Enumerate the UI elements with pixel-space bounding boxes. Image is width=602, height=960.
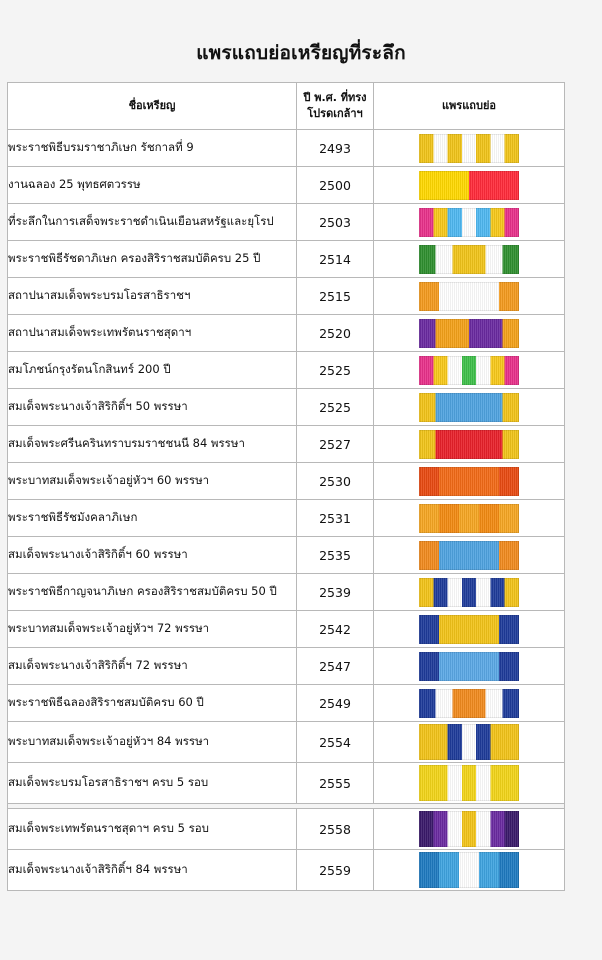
medal-name: พระบาทสมเด็จพระเจ้าอยู่หัวฯ 84 พรรษา [8, 722, 297, 763]
medal-name: งานฉลอง 25 พุทธศตวรรษ [8, 167, 297, 204]
table-row [8, 722, 565, 763]
medal-year: 2542 [297, 611, 374, 648]
medal-name: สถาปนาสมเด็จพระเทพรัตนราชสุดาฯ [8, 315, 297, 352]
medal-name: สมโภชน์กรุงรัตนโกสินทร์ 200 ปี [8, 352, 297, 389]
medal-name: สมเด็จพระศรีนครินทราบรมราชชนนี 84 พรรษา [8, 426, 297, 463]
ribbon-swatch [419, 652, 519, 681]
ribbon-cell [374, 850, 565, 891]
ribbon-cell [374, 278, 565, 315]
table-row [8, 809, 565, 850]
header-year-line2: โปรดเกล้าฯ [307, 107, 363, 120]
table-row [8, 611, 565, 648]
header-ribbon: แพรแถบย่อ [374, 83, 565, 130]
medal-year: 2525 [297, 389, 374, 426]
medal-name: ที่ระลึกในการเสด็จพระราชดำเนินเยือนสหรัฐและยุโรป [8, 204, 297, 241]
ribbon-swatch [419, 504, 519, 533]
table-row [8, 241, 565, 278]
table-row [8, 204, 565, 241]
table-row [8, 463, 565, 500]
medal-name: พระราชพิธีฉลองสิริราชสมบัติครบ 60 ปี [8, 685, 297, 722]
ribbon-swatch [419, 319, 519, 348]
header-year [297, 83, 374, 130]
medal-name: สมเด็จพระนางเจ้าสิริกิติ์ฯ 72 พรรษา [8, 648, 297, 685]
ribbon-cell [374, 574, 565, 611]
ribbon-cell [374, 241, 565, 278]
ribbon-swatch [419, 171, 519, 200]
ribbon-swatch [419, 282, 519, 311]
medal-rows [8, 130, 565, 891]
ribbon-swatch [419, 765, 519, 801]
table-row [8, 389, 565, 426]
ribbon-swatch [419, 811, 519, 847]
ribbon-cell [374, 763, 565, 804]
medal-name: พระราชพิธีกาญจนาภิเษก ครองสิริราชสมบัติครบ 50 ปี [8, 574, 297, 611]
ribbon-swatch [419, 245, 519, 274]
header-year-line1: ปี พ.ศ. ที่ทรง [303, 91, 367, 104]
medal-name: พระบาทสมเด็จพระเจ้าอยู่หัวฯ 60 พรรษา [8, 463, 297, 500]
ribbon-swatch [419, 134, 519, 163]
table-header-row [8, 83, 565, 130]
medal-year: 2535 [297, 537, 374, 574]
ribbon-swatch [419, 430, 519, 459]
medal-year: 2515 [297, 278, 374, 315]
medal-year: 2539 [297, 574, 374, 611]
ribbon-cell [374, 500, 565, 537]
medal-name: สมเด็จพระนางเจ้าสิริกิติ์ฯ 84 พรรษา [8, 850, 297, 891]
header-medal-name: ชื่อเหรียญ [8, 83, 297, 130]
ribbon-swatch [419, 541, 519, 570]
ribbon-cell [374, 389, 565, 426]
ribbon-cell [374, 648, 565, 685]
medal-year: 2500 [297, 167, 374, 204]
medal-name: พระราชพิธีรัชมังคลาภิเษก [8, 500, 297, 537]
medal-year: 2493 [297, 130, 374, 167]
table-row [8, 763, 565, 804]
ribbon-swatch [419, 689, 519, 718]
table-row [8, 315, 565, 352]
medal-year: 2531 [297, 500, 374, 537]
ribbon-cell [374, 352, 565, 389]
medal-year: 2530 [297, 463, 374, 500]
medal-name: สถาปนาสมเด็จพระบรมโอรสาธิราชฯ [8, 278, 297, 315]
ribbon-cell [374, 167, 565, 204]
medal-year: 2525 [297, 352, 374, 389]
table-row [8, 648, 565, 685]
medal-year: 2559 [297, 850, 374, 891]
medal-year: 2554 [297, 722, 374, 763]
ribbon-cell [374, 611, 565, 648]
medal-name: พระบาทสมเด็จพระเจ้าอยู่หัวฯ 72 พรรษา [8, 611, 297, 648]
ribbon-swatch [419, 208, 519, 237]
table-row [8, 500, 565, 537]
ribbon-cell [374, 722, 565, 763]
table-row [8, 537, 565, 574]
ribbon-cell [374, 204, 565, 241]
ribbon-cell [374, 463, 565, 500]
medal-name: สมเด็จพระนางเจ้าสิริกิติ์ฯ 50 พรรษา [8, 389, 297, 426]
ribbon-swatch [419, 578, 519, 607]
medal-year: 2549 [297, 685, 374, 722]
page-title: แพรแถบย่อเหรียญที่ระลึก [196, 42, 406, 64]
ribbon-cell [374, 537, 565, 574]
table-row [8, 278, 565, 315]
table-row [8, 167, 565, 204]
medal-name: สมเด็จพระเทพรัตนราชสุดาฯ ครบ 5 รอบ [8, 809, 297, 850]
medal-name: สมเด็จพระบรมโอรสาธิราชฯ ครบ 5 รอบ [8, 763, 297, 804]
ribbon-cell [374, 130, 565, 167]
table-row [8, 850, 565, 891]
ribbon-swatch [419, 467, 519, 496]
medal-year: 2547 [297, 648, 374, 685]
ribbon-swatch [419, 393, 519, 422]
medal-year: 2555 [297, 763, 374, 804]
medal-name: พระราชพิธีรัชดาภิเษก ครองสิริราชสมบัติครบ 25 ปี [8, 241, 297, 278]
ribbon-cell [374, 809, 565, 850]
table-row [8, 426, 565, 463]
ribbon-cell [374, 315, 565, 352]
ribbon-cell [374, 685, 565, 722]
medal-name: พระราชพิธีบรมราชาภิเษก รัชกาลที่ 9 [8, 130, 297, 167]
ribbon-swatch [419, 724, 519, 760]
ribbon-swatch [419, 615, 519, 644]
medal-year: 2520 [297, 315, 374, 352]
ribbon-swatch [419, 356, 519, 385]
ribbon-swatch [419, 852, 519, 888]
medal-table [7, 82, 565, 891]
medal-year: 2558 [297, 809, 374, 850]
medal-year: 2514 [297, 241, 374, 278]
table-row [8, 574, 565, 611]
ribbon-cell [374, 426, 565, 463]
table-row [8, 352, 565, 389]
table-row [8, 685, 565, 722]
table-row [8, 130, 565, 167]
medal-year: 2503 [297, 204, 374, 241]
medal-name: สมเด็จพระนางเจ้าสิริกิติ์ฯ 60 พรรษา [8, 537, 297, 574]
medal-year: 2527 [297, 426, 374, 463]
